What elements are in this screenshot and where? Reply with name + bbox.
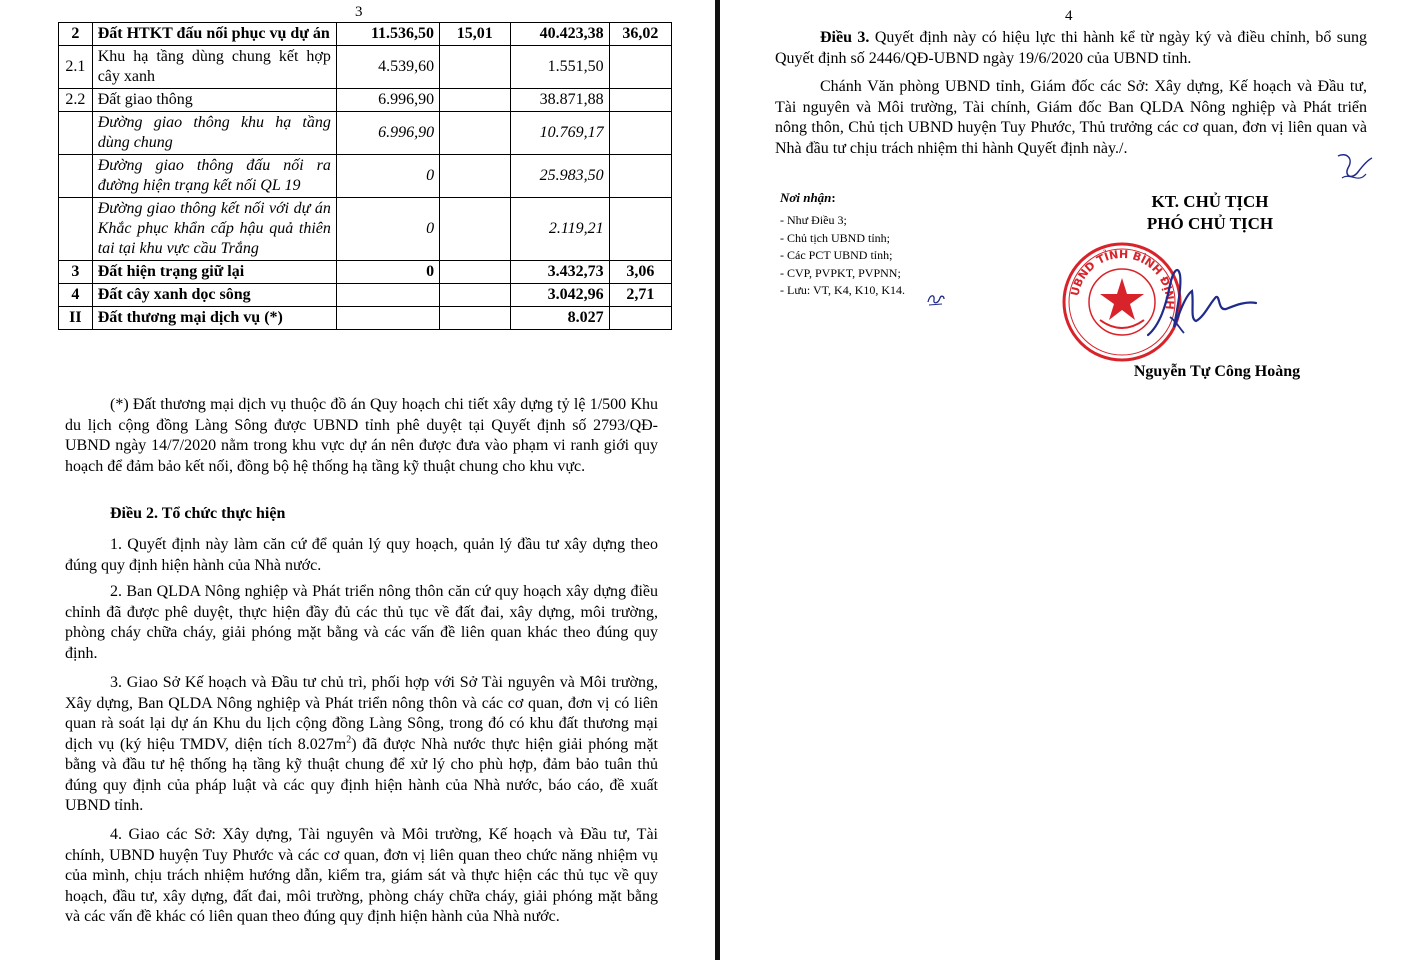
recipient-item: - CVP, PVPKT, PVPNN; (780, 265, 901, 280)
article-2-item-3: 3. Giao Sở Kế hoạch và Đầu tư chủ trì, phối hợp với Sở Tài nguyên và Môi trường, Xây dựng, Ban QLDA Nông nghiệp và Phát triển nông thôn và các cơ quan, đơn vị có liên quan rà soát lại dự án Khu du lịch cộng đồng Làng Sông, trong đó có khu đất thương mại dịch vụ (ký hiệu TMDV, diện tích $8.027m^2$) đã được Nhà nước thực hiện giải phóng mặt bằng và đầu tư hệ thống hạ tầng kỹ thuật chung để xử lý cho phù hợp, đảm bảo tuân thủ đúng quy định của pháp luật và các quy định hiện hành của Nhà nước, báo cáo, đề xuất UBND tỉnh. (65, 674, 658, 814)
existing-area-cell: 0 (336, 198, 439, 261)
row-number-cell (59, 112, 93, 155)
table-row (59, 112, 672, 155)
planned-area-cell: 8.027 (510, 307, 609, 330)
existing-area-cell: 6.996,90 (336, 112, 439, 155)
planned-area-cell: 3.432,73 (510, 261, 609, 284)
planned-ratio-cell (609, 112, 671, 155)
planned-ratio-cell (609, 89, 671, 112)
seal-text: UBND TỈNH BÌNH ĐỊNH (1068, 247, 1177, 311)
article-2-item-2: 2. Ban QLDA Nông nghiệp và Phát triển nông thôn căn cứ quy hoạch xây dựng điều chỉnh đã được phê duyệt, thực hiện đầy đủ các thủ tục về đất đai, xây dựng, môi trường, phòng cháy chữa cháy, giải phóng mặt bằng và các vấn đề liên quan khác theo đúng quy định. (65, 583, 658, 662)
table-row (59, 284, 672, 307)
row-number-cell: II (59, 307, 93, 330)
planned-ratio-cell: 2,71 (609, 284, 671, 307)
land-type-cell: Khu hạ tầng dùng chung kết hợp cây xanh (92, 46, 336, 89)
row-number-cell: 2 (59, 23, 93, 46)
planned-area-cell: 3.042,96 (510, 284, 609, 307)
recipients-list (780, 212, 905, 300)
planned-ratio-cell (609, 198, 671, 261)
table-row (59, 307, 672, 330)
row-number-cell: 4 (59, 284, 93, 307)
recipient-item: - Như Điều 3; (780, 213, 847, 227)
page-4 (720, 0, 1416, 960)
table-row (59, 89, 672, 112)
existing-ratio-cell: 15,01 (440, 23, 510, 46)
existing-area-cell: 0 (336, 261, 439, 284)
existing-ratio-cell (440, 198, 510, 261)
row-number-cell: 2.2 (59, 89, 93, 112)
planned-area-cell: 40.423,38 (510, 23, 609, 46)
recipients-title: Nơi nhận: (780, 190, 836, 205)
responsibility-paragraph: Chánh Văn phòng UBND tỉnh, Giám đốc các Sở: Xây dựng, Kế hoạch và Đầu tư, Tài nguyên và Môi trường, Tài chính, Giám đốc Ban QLDA Nông nghiệp và Phát triển nông thôn, Chủ tịch UBND huyện Tuy Phước, Thủ trưởng các cơ quan, đơn vị liên quan và Nhà đầu tư chịu trách nhiệm thi hành Quyết định này./. (775, 78, 1367, 157)
article-2-item-4: 4. Giao các Sở: Xây dựng, Tài nguyên và Môi trường, Kế hoạch và Đầu tư, Tài chính, UBND huyện Tuy Phước và các cơ quan, đơn vị liên quan theo chức năng nhiệm vụ của mình, chịu trách nhiệm hướng dẫn, kiểm tra, giám sát và thực hiện các thủ tục về quy hoạch, đầu tư, xây dựng, đất đai, môi trường, phòng cháy chữa cháy, giải phóng mặt bằng và các vấn đề khác có liên quan theo đúng quy định hiện hành của Nhà nước. (65, 826, 658, 925)
table-row (59, 23, 672, 46)
signer-name: Nguyễn Tự Công Hoàng (1133, 363, 1301, 380)
land-type-cell: Đường giao thông khu hạ tầng dùng chung (92, 112, 336, 155)
planned-area-cell: 1.551,50 (510, 46, 609, 89)
clerk-initial-icon (925, 290, 947, 308)
article-2-item-1: 1. Quyết định này làm căn cứ để quản lý quy hoạch, quản lý đầu tư xây dựng theo đúng quy định hiện hành của Nhà nước. (65, 536, 658, 574)
planned-area-cell: 2.119,21 (510, 198, 609, 261)
land-type-cell: Đất thương mại dịch vụ (*) (92, 307, 336, 330)
table-row (59, 261, 672, 284)
planned-ratio-cell (609, 307, 671, 330)
sign-authority-line-1: KT. CHỦ TỊCH (1151, 192, 1269, 211)
footnote: (*) Đất thương mại dịch vụ thuộc đồ án Quy hoạch chi tiết xây dựng tỷ lệ 1/500 Khu du lịch cộng đồng Làng Sông được UBND tỉnh phê duyệt tại Quyết định số 2793/QĐ-UBND ngày 14/7/2020 nằm trong khu vực dự án nên được đưa vào phạm vi ranh giới quy hoạch để đảm bảo kết nối, đồng bộ hệ thống hạ tầng kỹ thuật chung cho khu vực. (65, 396, 658, 475)
table-row (59, 46, 672, 89)
initial-mark-icon (1332, 150, 1378, 186)
planned-area-cell: 25.983,50 (510, 155, 609, 198)
planned-ratio-cell (609, 46, 671, 89)
existing-area-cell: 0 (336, 155, 439, 198)
recipient-item: - Lưu: VT, K4, K10, K14. (780, 283, 906, 297)
recipient-item: - Chủ tịch UBND tỉnh; (780, 230, 890, 245)
land-type-cell: Đường giao thông đấu nối ra đường hiện trạng kết nối QL 19 (92, 155, 336, 198)
page-number: 4 (1065, 8, 1073, 24)
existing-ratio-cell (440, 112, 510, 155)
existing-area-cell (336, 307, 439, 330)
existing-ratio-cell (440, 155, 510, 198)
article-2-heading: Điều 2. Tổ chức thực hiện (110, 505, 286, 522)
table-row (59, 155, 672, 198)
row-number-cell (59, 198, 93, 261)
existing-area-cell: 11.536,50 (336, 23, 439, 46)
land-type-cell: Đất hiện trạng giữ lại (92, 261, 336, 284)
table-row (59, 198, 672, 261)
land-use-table (58, 22, 672, 330)
planned-area-cell: 10.769,17 (510, 112, 609, 155)
recipient-item: - Các PCT UBND tỉnh; (780, 248, 893, 262)
sign-authority-line-2: PHÓ CHỦ TỊCH (1146, 214, 1274, 233)
row-number-cell: 3 (59, 261, 93, 284)
row-number-cell: 2.1 (59, 46, 93, 89)
handwritten-signature-icon (1140, 255, 1260, 350)
page-number: 3 (355, 4, 363, 20)
land-type-cell: Đất giao thông (92, 89, 336, 112)
land-type-cell: Đất HTKT đấu nối phục vụ dự án (92, 23, 336, 46)
planned-area-cell: 38.871,88 (510, 89, 609, 112)
existing-area-cell (336, 284, 439, 307)
planned-ratio-cell (609, 155, 671, 198)
land-type-cell: Đường giao thông kết nối với dự án Khắc phục khẩn cấp hậu quả thiên tai tại khu vực cầu Trắng (92, 198, 336, 261)
existing-area-cell: 4.539,60 (336, 46, 439, 89)
article-3: Điều 3. Quyết định này có hiệu lực thi hành kể từ ngày ký và điều chỉnh, bổ sung Quyết định số 2446/QĐ-UBND ngày 19/6/2020 của UBND tỉnh. (775, 29, 1368, 67)
existing-ratio-cell (440, 261, 510, 284)
planned-ratio-cell: 3,06 (609, 261, 671, 284)
row-number-cell (59, 155, 93, 198)
existing-area-cell: 6.996,90 (336, 89, 439, 112)
existing-ratio-cell (440, 46, 510, 89)
planned-ratio-cell: 36,02 (609, 23, 671, 46)
existing-ratio-cell (440, 307, 510, 330)
existing-ratio-cell (440, 284, 510, 307)
land-type-cell: Đất cây xanh dọc sông (92, 284, 336, 307)
existing-ratio-cell (440, 89, 510, 112)
